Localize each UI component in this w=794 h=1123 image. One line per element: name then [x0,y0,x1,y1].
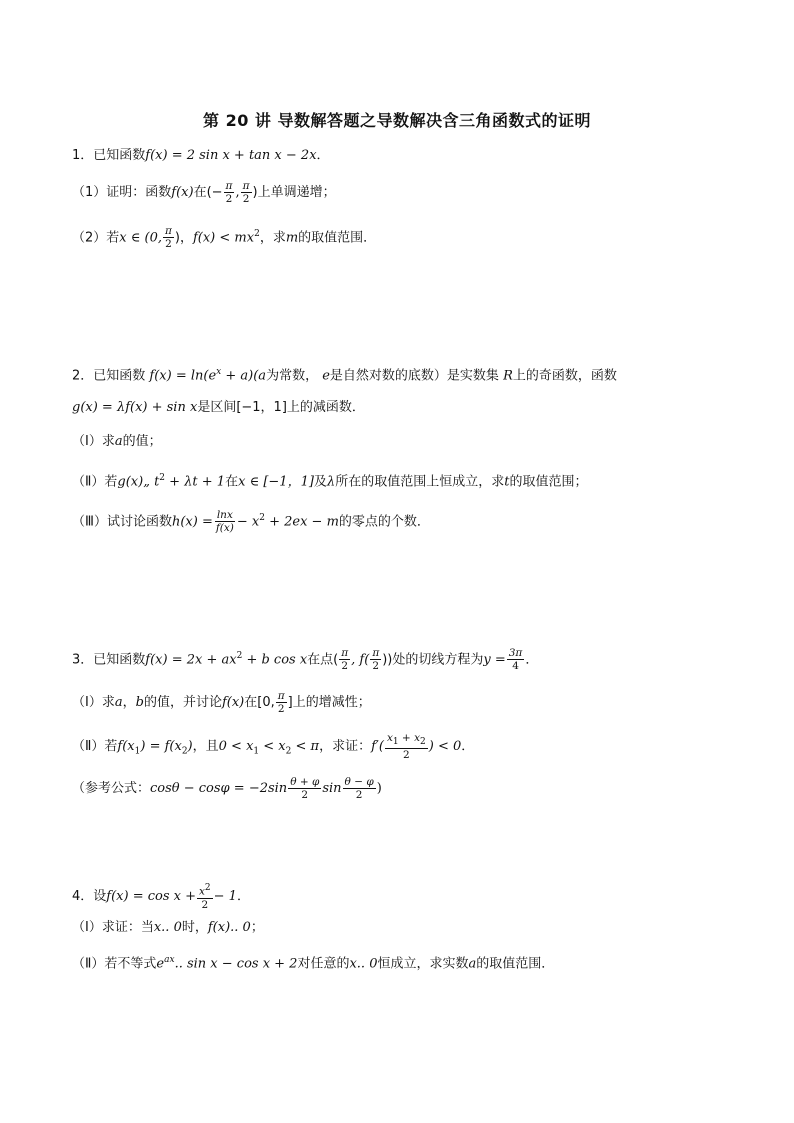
problem-4-part-1: （Ⅰ）求证：当x.. 0时，f(x).. 0； [72,920,264,935]
page-title: 第 20 讲 导数解答题之导数解决含三角函数式的证明 [203,111,591,130]
problem-1-part-1: （1）证明：函数f(x)在(− $\frac{\pi}{2}$ , $\frac{\pi}{2}$ )上单调递增； [72,180,336,205]
problem-3-reference-formula: （参考公式：cosθ − cosφ = −2sin $\frac{\theta + \varphi}{2}$ sin $\frac{\theta - \varphi}{2}$ ) [72,776,382,801]
problem-2-part-3: （Ⅲ）试讨论函数h(x) = $\frac{\ln x}{f(x)}$ − $x^2 + 2ex - m$的零点的个数． [72,509,430,535]
problem-2-statement-line-1: 2．已知函数 $f(x) = \ln(e^x + a)(a$为常数， e是自然对数的底数）是实数集 R上的奇函数，函数 [72,367,617,384]
problem-4-statement: 4．设f(x) = cos x + $\frac{x^2}{2}$ − 1． [72,883,250,911]
problem-1-part-2: （2）若x ∈ (0, $\frac{\pi}{2}$ )，$f(x) < mx^2$，求m的取值范围． [72,225,377,251]
problem-2-part-2: （Ⅱ）若g(x)„ $t^2 + \lambda t + 1$在x ∈ [−1，1]及λ所在的取值范围上恒成立，求t的取值范围； [72,473,588,490]
problem-3-part-1: （Ⅰ）求a，b的值，并讨论f(x)在[0, $\frac{\pi}{2}$ ]上的增减性； [72,690,371,715]
problem-1-statement: 1．已知函数f(x) = 2 sin x + tan x − 2x． [72,148,330,163]
problem-3-statement: 3．已知函数$f(x) = 2x + ax^2 + b$ cos x在点( $\frac{\pi}{2}$ , f( $\frac{\pi}{2}$ ))处的切线方程为y = $\frac{3\pi}{4}$ ． [72,647,539,673]
problem-2-part-1: （Ⅰ）求a的值； [72,434,162,449]
problem-4-part-2: （Ⅱ）若不等式$e^{ax}$.. sin x − cos x + 2对任意的x.. 0恒成立，求实数a的取值范围． [72,955,555,972]
problem-2-statement-line-2: g(x) = λf(x) + sin x是区间[−1，1]上的减函数． [72,400,365,415]
problem-3-part-2: （Ⅱ）若$f(x_1) = f(x_2)$，且$0 < x_1 < x_2 < \pi$，求证：f′( $\frac{x_1 + x_2}{2}$ ) < 0． [72,732,475,762]
